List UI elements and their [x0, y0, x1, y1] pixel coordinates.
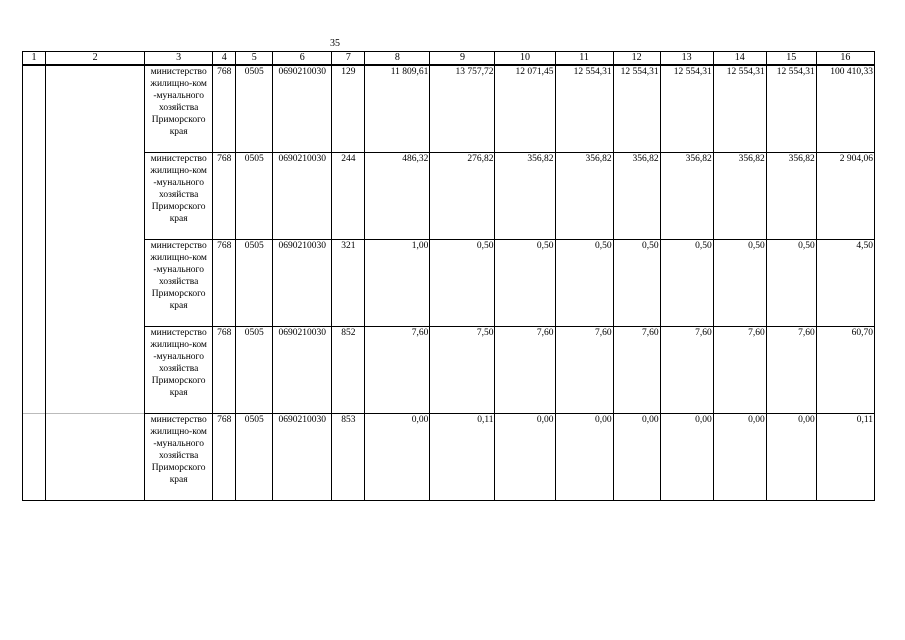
code-cell: 0505 [236, 240, 273, 327]
amount-cell: 0,00 [660, 414, 713, 501]
column-header: 3 [145, 52, 213, 66]
code-cell: 0690210030 [273, 327, 332, 414]
amount-cell: 0,00 [613, 414, 660, 501]
amount-cell: 7,60 [555, 327, 613, 414]
column-header: 4 [213, 52, 236, 66]
amount-cell: 7,60 [713, 327, 766, 414]
row-number-cell [23, 153, 46, 240]
ministry-cell: министерство жилищно-ком -мунального хозяйства Приморского края [145, 240, 213, 327]
row-name-cell [46, 414, 145, 501]
column-header: 7 [332, 52, 365, 66]
column-header: 2 [46, 52, 145, 66]
table-row [23, 65, 875, 153]
code-cell: 0505 [236, 327, 273, 414]
amount-cell: 7,60 [660, 327, 713, 414]
code-cell: 768 [213, 153, 236, 240]
column-header: 11 [555, 52, 613, 66]
table-header [23, 52, 875, 66]
code-cell: 0690210030 [273, 153, 332, 240]
ministry-cell: министерство жилищно-ком -мунального хозяйства Приморского края [145, 327, 213, 414]
page-number: 35 [330, 38, 340, 49]
amount-cell: 12 554,31 [613, 65, 660, 153]
amount-cell: 2 904,06 [816, 153, 874, 240]
amount-cell: 0,50 [660, 240, 713, 327]
table-row [23, 153, 875, 240]
amount-cell: 356,82 [613, 153, 660, 240]
column-header: 14 [713, 52, 766, 66]
amount-cell: 7,60 [495, 327, 555, 414]
ministry-cell: министерство жилищно-ком -мунального хозяйства Приморского края [145, 65, 213, 153]
ministry-cell: министерство жилищно-ком -мунального хозяйства Приморского края [145, 414, 213, 501]
table-body [23, 65, 875, 501]
table-row [23, 327, 875, 414]
row-number-cell [23, 240, 46, 327]
amount-cell: 13 757,72 [430, 65, 495, 153]
code-cell: 0690210030 [273, 65, 332, 153]
row-number-cell [23, 414, 46, 501]
code-cell: 768 [213, 240, 236, 327]
amount-cell: 356,82 [713, 153, 766, 240]
column-header: 15 [766, 52, 816, 66]
code-cell: 0505 [236, 65, 273, 153]
column-header: 10 [495, 52, 555, 66]
code-cell: 0690210030 [273, 240, 332, 327]
column-header: 1 [23, 52, 46, 66]
code-cell: 0690210030 [273, 414, 332, 501]
amount-cell: 12 554,31 [555, 65, 613, 153]
amount-cell: 0,00 [495, 414, 555, 501]
row-name-cell [46, 153, 145, 240]
code-cell: 244 [332, 153, 365, 240]
code-cell: 0505 [236, 414, 273, 501]
amount-cell: 0,00 [365, 414, 430, 501]
amount-cell: 276,82 [430, 153, 495, 240]
amount-cell: 7,60 [613, 327, 660, 414]
row-number-cell [23, 65, 46, 153]
amount-cell: 356,82 [495, 153, 555, 240]
budget-table [22, 51, 875, 501]
column-header: 6 [273, 52, 332, 66]
amount-cell: 12 554,31 [713, 65, 766, 153]
code-cell: 852 [332, 327, 365, 414]
amount-cell: 60,70 [816, 327, 874, 414]
code-cell: 129 [332, 65, 365, 153]
amount-cell: 0,50 [430, 240, 495, 327]
row-number-cell [23, 327, 46, 414]
amount-cell: 0,00 [766, 414, 816, 501]
amount-cell: 356,82 [660, 153, 713, 240]
column-header: 8 [365, 52, 430, 66]
amount-cell: 12 554,31 [766, 65, 816, 153]
code-cell: 768 [213, 327, 236, 414]
table-row [23, 414, 875, 501]
amount-cell: 356,82 [555, 153, 613, 240]
amount-cell: 4,50 [816, 240, 874, 327]
amount-cell: 486,32 [365, 153, 430, 240]
code-cell: 768 [213, 414, 236, 501]
code-cell: 853 [332, 414, 365, 501]
amount-cell: 0,50 [495, 240, 555, 327]
code-cell: 768 [213, 65, 236, 153]
amount-cell: 12 554,31 [660, 65, 713, 153]
column-header: 9 [430, 52, 495, 66]
ministry-cell: министерство жилищно-ком -мунального хозяйства Приморского края [145, 153, 213, 240]
amount-cell: 0,50 [613, 240, 660, 327]
amount-cell: 100 410,33 [816, 65, 874, 153]
column-header: 13 [660, 52, 713, 66]
amount-cell: 0,50 [555, 240, 613, 327]
amount-cell: 0,11 [816, 414, 874, 501]
table-row [23, 240, 875, 327]
column-header: 5 [236, 52, 273, 66]
amount-cell: 12 071,45 [495, 65, 555, 153]
row-name-cell [46, 240, 145, 327]
amount-cell: 0,11 [430, 414, 495, 501]
code-cell: 321 [332, 240, 365, 327]
amount-cell: 0,00 [713, 414, 766, 501]
code-cell: 0505 [236, 153, 273, 240]
column-header: 16 [816, 52, 874, 66]
amount-cell: 0,50 [766, 240, 816, 327]
amount-cell: 11 809,61 [365, 65, 430, 153]
column-header: 12 [613, 52, 660, 66]
amount-cell: 7,60 [365, 327, 430, 414]
amount-cell: 1,00 [365, 240, 430, 327]
row-name-cell [46, 327, 145, 414]
amount-cell: 7,50 [430, 327, 495, 414]
amount-cell: 7,60 [766, 327, 816, 414]
amount-cell: 356,82 [766, 153, 816, 240]
row-name-cell [46, 65, 145, 153]
amount-cell: 0,00 [555, 414, 613, 501]
amount-cell: 0,50 [713, 240, 766, 327]
